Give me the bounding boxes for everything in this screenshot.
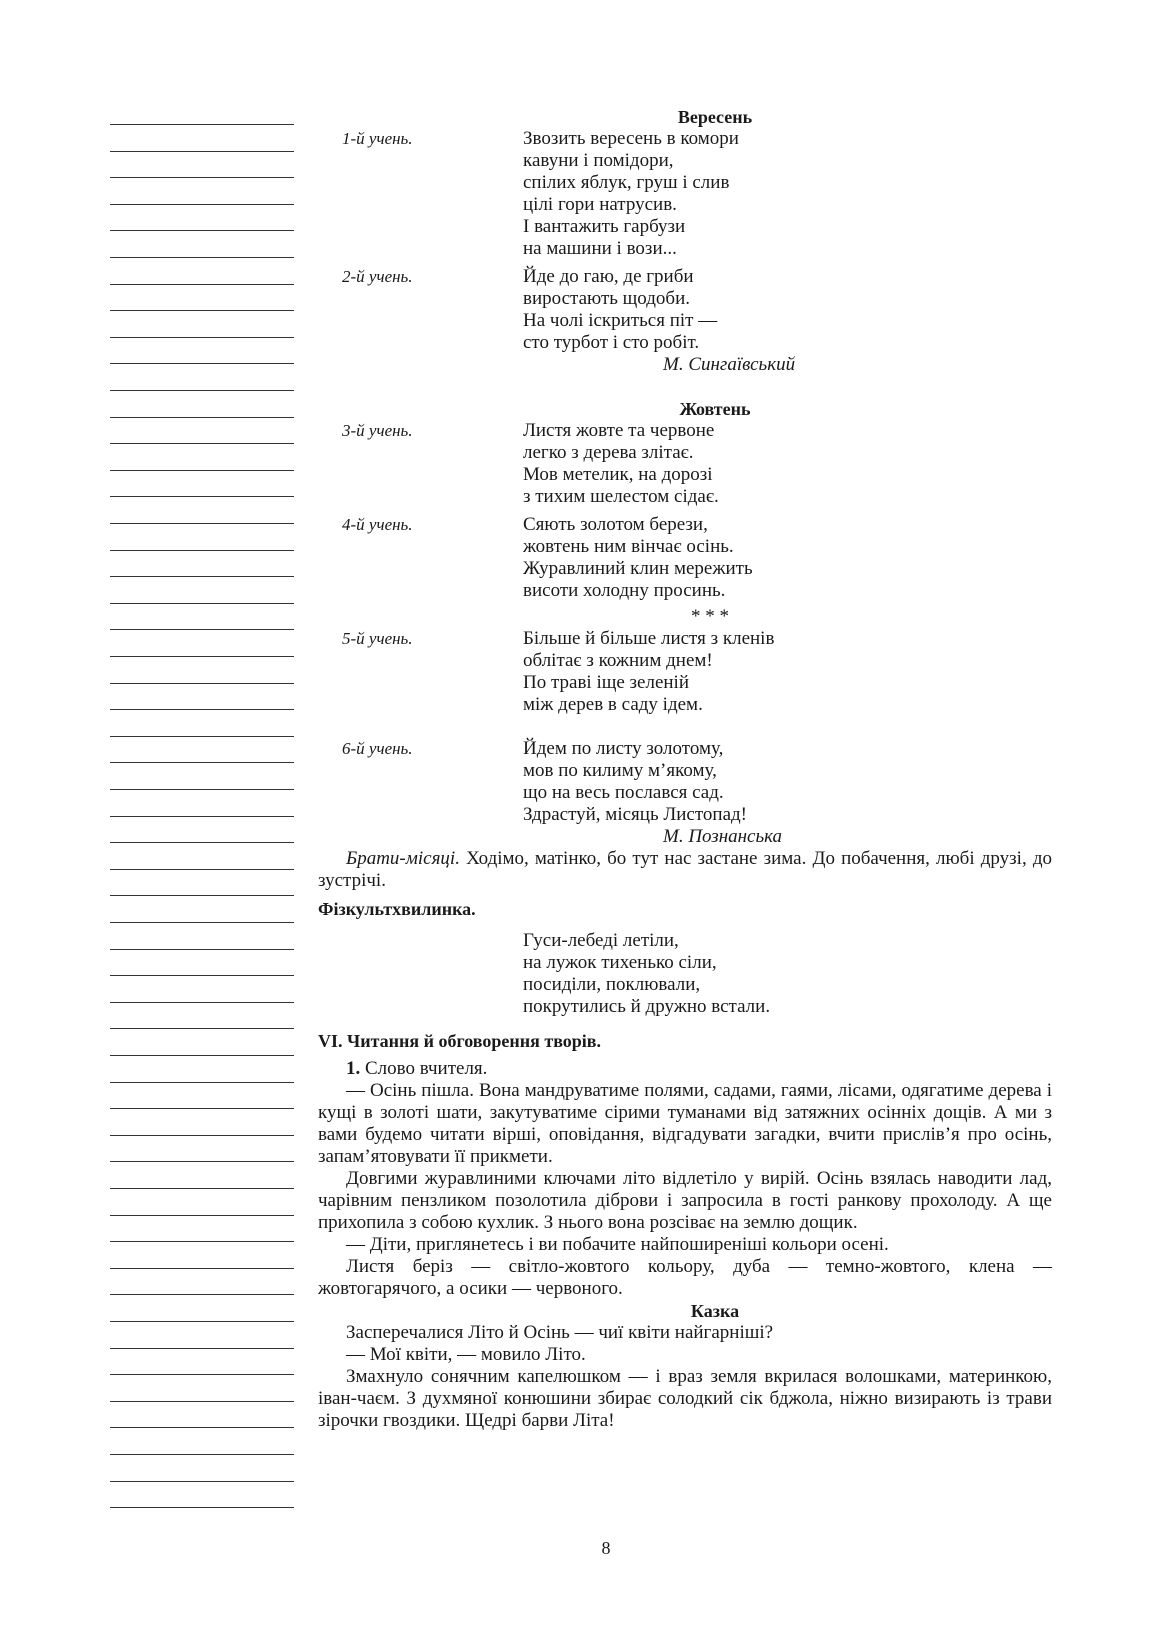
speaker-label: Брати-місяці.	[346, 848, 460, 869]
verse-line: Звозить вересень в комори	[523, 128, 739, 149]
margin-note-line	[110, 683, 294, 684]
margin-note-line	[110, 1294, 294, 1295]
margin-note-line	[110, 629, 294, 630]
verse-line: виростають щодоби.	[523, 288, 691, 309]
poem-author: М. Сингаївський	[663, 354, 796, 375]
stanza-3	[318, 420, 1052, 508]
stanza-lines	[523, 628, 1052, 716]
margin-note-line	[110, 496, 294, 497]
margin-note-line	[110, 1268, 294, 1269]
verse-line: покрутились й дружно встали.	[523, 996, 771, 1017]
verse-line: кавуни і помідори,	[523, 150, 674, 171]
margin-note-line	[110, 1002, 294, 1003]
margin-note-line	[110, 230, 294, 231]
stanza-separator: * * *	[691, 606, 729, 627]
margin-note-line	[110, 1215, 294, 1216]
margin-note-line	[110, 1321, 294, 1322]
margin-note-line	[110, 443, 294, 444]
stanza-4	[318, 514, 1052, 602]
speaker-label: 2-й учень.	[342, 267, 413, 286]
margin-note-line	[110, 842, 294, 843]
paragraph: Довгими журавлиними ключами літо відлетіло у вирій. Осінь взялась наводити лад, чарівним пензликом позолотила діброви і запросила в гості ранкову прохолоду. А ще прихопила з собою кухлик. З нього вона розсіває на землю дощик.	[318, 1168, 1052, 1233]
poem-author: М. Познанська	[663, 826, 783, 847]
stanza-lines	[523, 128, 1052, 260]
poem-title-september: Вересень	[677, 107, 753, 127]
stanza-1	[318, 128, 1052, 260]
brothers-speech	[318, 848, 1052, 892]
verse-line: між дерев в саду ідем.	[523, 694, 703, 715]
margin-note-line	[110, 789, 294, 790]
margin-note-line	[110, 1454, 294, 1455]
paragraph: — Мої квіти, — мовило Літо.	[346, 1344, 586, 1365]
verse-line: спілих яблук, груш і слив	[523, 172, 730, 193]
margin-note-line	[110, 1028, 294, 1029]
verse-line: Журавлиний клин мережить	[523, 558, 753, 579]
verse-line: Листя жовте та червоне	[523, 420, 715, 441]
verse-line: облітає з кожним днем!	[523, 650, 713, 671]
exercise-heading: Фізкультхвилинка.	[318, 899, 476, 919]
exercise-lines	[318, 930, 1052, 1018]
margin-note-line	[110, 470, 294, 471]
poem-title-october: Жовтень	[679, 399, 751, 419]
verse-line: на лужок тихенько сіли,	[523, 952, 717, 973]
margin-note-line	[110, 1055, 294, 1056]
margin-note-line	[110, 1135, 294, 1136]
stanza-lines	[523, 420, 1052, 508]
margin-note-line	[110, 975, 294, 976]
verse-line: легко з дерева злітає.	[523, 442, 694, 463]
stanza-lines	[523, 266, 1052, 354]
verse-line: Здрастуй, місяць Листопад!	[523, 804, 747, 825]
margin-note-line	[110, 1082, 294, 1083]
paragraph: Листя беріз — світло-жовтого кольору, дуба — темно-жовтого, клена — жовтогарячого, а осики — червоного.	[318, 1256, 1052, 1299]
stanza-6	[318, 738, 1052, 826]
speech-text: Ходімо, матінко, бо тут нас застане зима. До побачення, любі друзі, до зустрічі.	[318, 848, 1052, 891]
verse-line: на машини і вози...	[523, 238, 677, 259]
speaker-label: 6-й учень.	[342, 739, 413, 758]
margin-note-line	[110, 284, 294, 285]
item-text: Слово вчителя.	[360, 1058, 488, 1079]
stanza-5	[318, 628, 1052, 716]
page-content	[318, 106, 1052, 1432]
margin-note-line	[110, 895, 294, 896]
margin-note-line	[110, 1188, 294, 1189]
tale-title: Казка	[690, 1301, 740, 1321]
margin-note-line	[110, 869, 294, 870]
margin-note-line	[110, 1401, 294, 1402]
stanza-2	[318, 266, 1052, 354]
verse-line: жовтень ним вінчає осінь.	[523, 536, 734, 557]
margin-note-line	[110, 816, 294, 817]
margin-note-line	[110, 576, 294, 577]
page-number: 8	[601, 1538, 611, 1558]
verse-line: Мов метелик, на дорозі	[523, 464, 713, 485]
margin-note-line	[110, 310, 294, 311]
margin-note-line	[110, 656, 294, 657]
verse-line: Йде до гаю, де гриби	[523, 266, 694, 287]
verse-line: цілі гори натрусив.	[523, 194, 677, 215]
margin-note-line	[110, 151, 294, 152]
margin-note-line	[110, 124, 294, 125]
verse-line: мов по килиму м’якому,	[523, 760, 717, 781]
margin-note-line	[110, 1108, 294, 1109]
stanza-lines	[523, 738, 1052, 826]
margin-note-line	[110, 337, 294, 338]
margin-note-line	[110, 949, 294, 950]
margin-note-line	[110, 257, 294, 258]
verse-line: По траві іще зеленій	[523, 672, 689, 693]
margin-note-line	[110, 1241, 294, 1242]
paragraph: Змахнуло сонячним капелюшком — і враз земля вкрилася волошками, материнкою, іван-чаєм. З духмяної конюшини збирає солодкий сік бджола, ніжно визирають із трави зірочки гвоздики. Щедрі барви Літа!	[318, 1366, 1052, 1431]
margin-note-line	[110, 417, 294, 418]
verse-line: посиділи, поклювали,	[523, 974, 701, 995]
speaker-label: 4-й учень.	[342, 515, 413, 534]
paragraph: — Осінь пішла. Вона мандруватиме полями, садами, гаями, лісами, одягатиме дерева і кущі в золоті шати, закутуватиме сірими туманами від затяжних осінніх дощів. А ми з вами будемо читати вірші, оповідання, відгадувати загадки, вчити прислів’я про осінь, запам’ятовувати її прикмети.	[318, 1080, 1052, 1167]
speaker-label: 1-й учень.	[342, 129, 413, 148]
speaker-label: 3-й учень.	[342, 421, 413, 440]
margin-note-line	[110, 1161, 294, 1162]
margin-note-line	[110, 523, 294, 524]
margin-note-line	[110, 177, 294, 178]
margin-note-line	[110, 390, 294, 391]
verse-line: І вантажить гарбузи	[523, 216, 686, 237]
margin-note-line	[110, 1374, 294, 1375]
verse-line: з тихим шелестом сідає.	[523, 486, 719, 507]
verse-line: На чолі іскриться піт —	[523, 310, 718, 331]
paragraph: Засперечалися Літо й Осінь — чиї квіти найгарніші?	[346, 1322, 774, 1343]
section-item	[318, 1058, 1052, 1080]
margin-note-line	[110, 762, 294, 763]
margin-note-line	[110, 1348, 294, 1349]
section-heading: VI. Читання й обговорення творів.	[318, 1031, 602, 1051]
speaker-label: 5-й учень.	[342, 629, 413, 648]
verse-line: що на весь послався сад.	[523, 782, 724, 803]
margin-note-line	[110, 550, 294, 551]
margin-note-line	[110, 204, 294, 205]
margin-note-line	[110, 922, 294, 923]
margin-note-line	[110, 603, 294, 604]
item-number: 1.	[346, 1058, 361, 1079]
margin-note-line	[110, 363, 294, 364]
margin-note-line	[110, 1481, 294, 1482]
verse-line: Більше й більше листя з кленів	[523, 628, 775, 649]
verse-line: Сяють золотом берези,	[523, 514, 708, 535]
verse-line: сто турбот і сто робіт.	[523, 332, 700, 353]
stanza-lines	[523, 514, 1052, 602]
margin-note-line	[110, 736, 294, 737]
margin-note-line	[110, 1507, 294, 1508]
paragraph: — Діти, приглянетесь і ви побачите найпоширеніші кольори осені.	[346, 1234, 889, 1255]
verse-line: висоти холодну просинь.	[523, 580, 726, 601]
verse-line: Гуси-лебеді летіли,	[523, 930, 679, 951]
margin-note-line	[110, 709, 294, 710]
margin-note-line	[110, 1427, 294, 1428]
verse-line: Йдем по листу золотому,	[523, 738, 724, 759]
